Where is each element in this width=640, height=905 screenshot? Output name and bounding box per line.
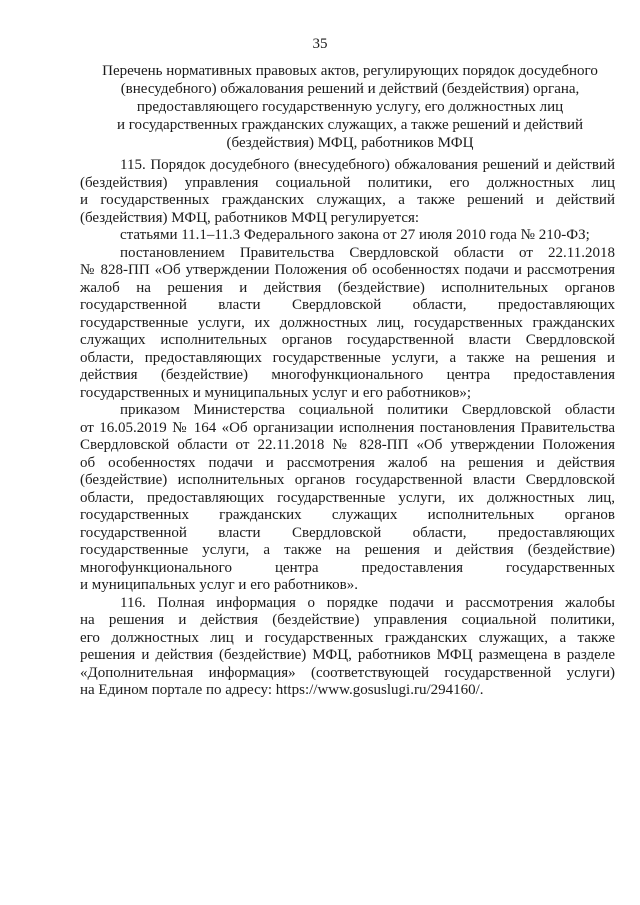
text-line: 116. Полная информация о порядке подачи и рассмотрения жалобы [120,594,615,611]
title-line: предоставляющего государственную услугу, его должностных лиц [136,99,564,115]
page-number: 35 [312,36,328,52]
text-line: об особенностях подачи и рассмотрения жалоб на решения и действия [80,454,615,471]
paragraph-federal-law [80,227,615,245]
text-line: и муниципальных услуг и его работников». [80,577,358,593]
title-line: (бездействия) МФЦ, работников МФЦ [226,135,474,151]
paragraph-115 [80,157,615,227]
paragraph-116 [80,595,615,700]
text-line: (бездействие) исполнительных органов государственной власти Свердловской [80,472,615,488]
text-line: государственных и муниципальных услуг и его работников»; [80,384,472,401]
text-line: государственной власти Свердловской области, предоставляющих [80,297,615,313]
text-line: (бездействия) управления социальной политики, его должностных лиц [80,174,615,191]
text-line: государственные услуги, их должностных лиц, государственных гражданских [80,314,615,331]
text-line: 115. Порядок досудебного (внесудебного) обжалования решений и действий [120,157,615,173]
text-line: области, предоставляющих государственные услуги, их должностных лиц, [80,489,615,506]
text-line: Свердловской области от 22.11.2018 № 828-ПП «Об утверждении Положения [80,437,615,453]
text-line: жалоб на решения и действия (бездействие) исполнительных органов [80,279,615,296]
text-line: № 828-ПП «Об утверждении Положения об особенностях подачи и рассмотрения [80,262,615,278]
text-line: «Дополнительная информация» (соответствующей государственной услуги) [80,664,615,681]
text-line: от 16.05.2019 № 164 «Об организации исполнения постановления Правительства [80,419,615,436]
text-line: статьями 11.1–11.3 Федерального закона от 27 июля 2010 года № 210-ФЗ; [120,227,590,243]
text-line: государственных гражданских служащих исполнительных органов [80,507,615,523]
text-line: служащих исполнительных органов государственной власти Свердловской [80,332,615,348]
text-line: области, предоставляющих государственные услуги, а также на решения и [80,349,615,366]
title-line: и государственных гражданских служащих, а также решений и действий [116,117,584,133]
text-line: государственной власти Свердловской области, предоставляющих [80,524,615,541]
text-line: и государственных гражданских служащих, а также решений и действий [80,192,615,208]
document-body [80,157,615,700]
text-line: на Едином портале по адресу: https://www.gosuslugi.ru/294160/. [80,682,484,698]
text-line: его должностных лиц и государственных гражданских служащих, а также [80,629,615,646]
title-line: Перечень нормативных правовых актов, регулирующих порядок досудебного [102,63,598,79]
text-line: многофункционального центра предоставления государственных [80,559,615,576]
text-line: (бездействия) МФЦ, работников МФЦ регулируется: [80,209,420,226]
paragraph-government-decree [80,245,615,403]
text-line: решения и действия (бездействие) МФЦ, работников МФЦ размещена в разделе [80,647,615,663]
paragraph-ministry-order [80,402,615,595]
text-line: постановлением Правительства Свердловской области от 22.11.2018 [120,244,615,261]
document-title [80,62,620,152]
text-line: государственные услуги, а также на решения и действия (бездействие) [80,542,615,558]
text-line: действия (бездействие) многофункционального центра предоставления [80,367,615,383]
text-line: на решения и действия (бездействие) управления социальной политики, [80,612,615,628]
title-line: (внесудебного) обжалования решений и действий (бездействия) органа, [120,81,580,97]
text-line: приказом Министерства социальной политики Свердловской области [120,402,615,418]
